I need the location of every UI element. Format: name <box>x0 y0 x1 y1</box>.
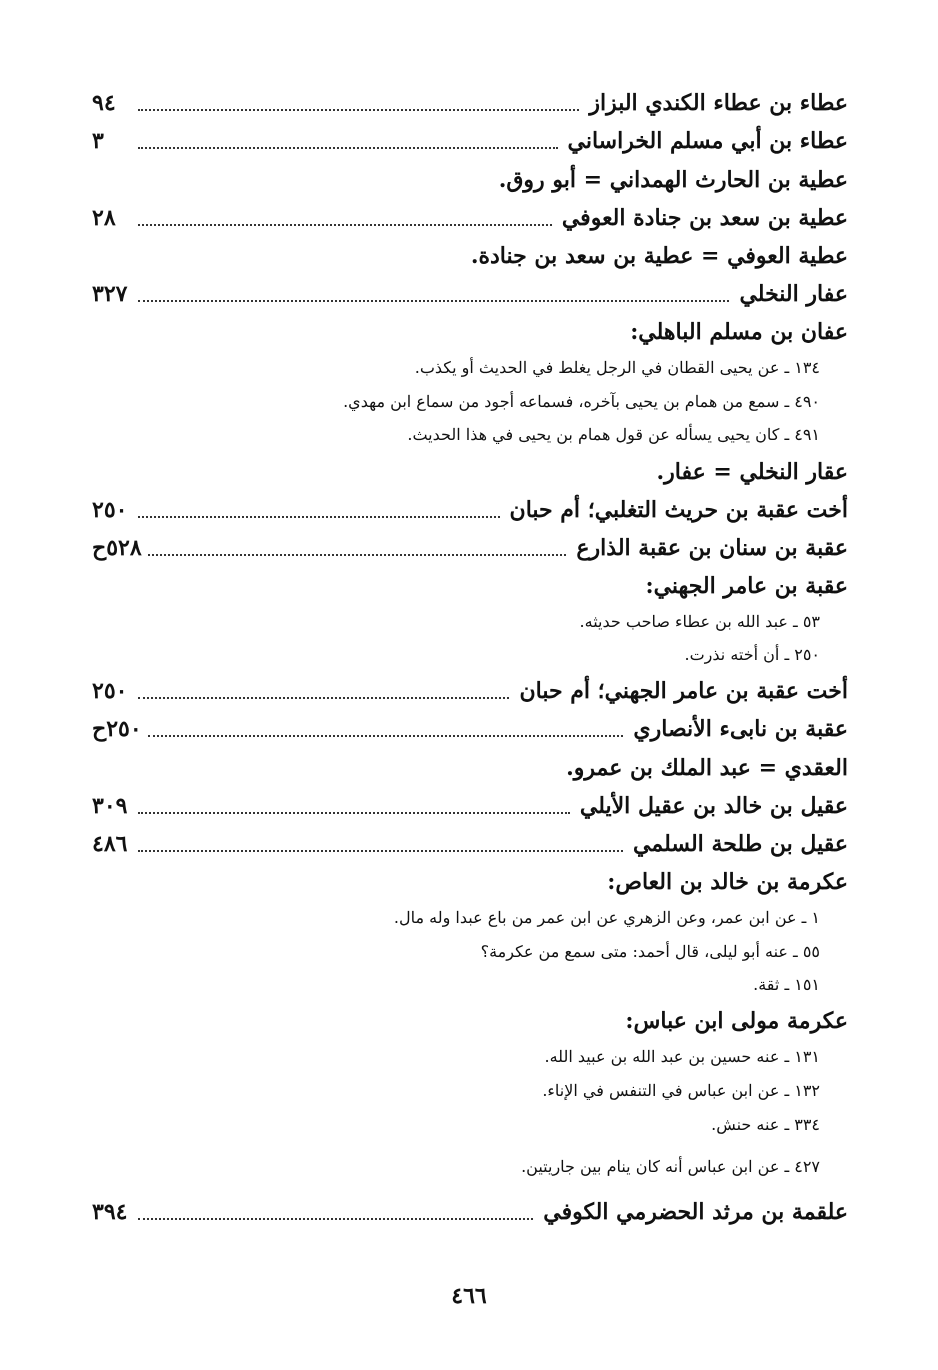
dot-leader <box>138 515 500 518</box>
entry-name: عفار النخلي <box>739 281 848 308</box>
entry-page-ref: ٢٥٠ <box>92 678 128 705</box>
sub-entry <box>92 639 848 672</box>
entry-name: العقدي = عبد الملك بن عمرو. <box>566 754 848 781</box>
page-number: ٤٦٦ <box>451 1283 487 1309</box>
entry-name: عقيل بن طلحة السلمي <box>633 831 848 857</box>
dot-leader <box>138 223 552 226</box>
index-entry <box>92 1192 848 1230</box>
sub-entry-text: ١٣١ ـ عنه حسين بن عبد الله بن عبيد الله. <box>544 1047 820 1067</box>
index-entry <box>92 863 848 901</box>
entry-page-ref: ٣٠٩ <box>92 792 128 819</box>
entry-name: عفان بن مسلم الباهلي: <box>630 319 848 346</box>
entry-page-ref: ٣٩٤ <box>92 1198 128 1225</box>
sub-entry <box>92 1074 848 1108</box>
sub-entry <box>92 901 848 935</box>
index-entry <box>92 787 848 825</box>
sub-entry-text: ٥٣ ـ عبد الله بن عطاء صاحب حديثه. <box>579 612 820 632</box>
dot-leader <box>138 108 579 111</box>
index-entry <box>92 710 848 748</box>
index-entry <box>92 452 848 490</box>
dot-leader <box>138 849 623 852</box>
sub-entry <box>92 419 848 452</box>
index-entry <box>92 825 848 863</box>
dot-leader <box>148 553 567 556</box>
index-entry <box>92 199 848 237</box>
entry-name: عقار النخلي = عفار. <box>656 458 848 485</box>
dot-leader <box>138 299 729 302</box>
index-entry <box>92 1002 848 1040</box>
entry-page-ref: ٢٨ <box>92 204 116 231</box>
sub-entry <box>92 351 848 385</box>
dot-leader <box>138 146 558 149</box>
index-entry <box>92 567 848 605</box>
sub-entry <box>92 605 848 639</box>
entry-name: عطية بن الحارث الهمداني = أبو روق. <box>498 166 848 193</box>
entry-name: علقمة بن مرثد الحضرمي الكوفي <box>543 1198 848 1225</box>
sub-entry <box>92 1040 848 1074</box>
index-entry <box>92 237 848 275</box>
entry-page-ref: ٤٨٦ <box>92 831 128 857</box>
sub-entry <box>92 385 848 419</box>
index-entry <box>92 313 848 351</box>
entry-name: عطية العوفي = عطية بن سعد بن جنادة. <box>470 242 848 269</box>
entry-name: عقيل بن خالد بن عقيل الأيلي <box>579 792 848 819</box>
entry-name: عقبة بن عامر الجهني: <box>645 573 848 600</box>
dot-leader <box>138 1217 533 1220</box>
sub-entry-text: ١٣٤ ـ عن يحيى القطان في الرجل يغلط في الحديث أو يكذب. <box>414 358 820 378</box>
index-entry <box>92 275 848 313</box>
sub-entry-text: ٥٥ ـ عنه أبو ليلى، قال أحمد: متى سمع من عكرمة؟ <box>480 942 820 962</box>
entry-name: عطاء بن أبي مسلم الخراساني <box>567 128 848 155</box>
sub-entry <box>92 1150 848 1184</box>
sub-entry-text: ٤٩٠ ـ سمع من همام بن يحيى بآخره، فسماعه أجود من سماع ابن مهدي. <box>343 392 820 412</box>
entry-page-ref: ٩٤ <box>92 90 116 117</box>
index-entries <box>92 84 848 1231</box>
dot-leader <box>148 734 624 737</box>
sub-entry-text: ١٥١ ـ ثقة. <box>753 975 820 995</box>
entry-page-ref: ٣٢٧ <box>92 281 128 308</box>
dot-leader <box>138 696 509 699</box>
entry-page-ref: ٢٥٠ <box>92 496 128 523</box>
index-entry <box>92 529 848 567</box>
entry-name: أخت عقبة بن حريث التغلبي؛ أم حبان <box>509 496 848 523</box>
sub-entry <box>92 1108 848 1142</box>
sub-entry-text: ٣٣٤ ـ عنه حنش. <box>711 1115 820 1135</box>
sub-entry-text: ٢٥٠ ـ أن أخته نذرت. <box>684 645 820 665</box>
index-entry <box>92 491 848 529</box>
entry-name: عقبة بن سنان بن عقبة الذارع <box>576 534 848 561</box>
sub-entry-text: ٤٢٧ ـ عن ابن عباس أنه كان ينام بين جاريتين. <box>521 1157 820 1177</box>
index-entry <box>92 672 848 710</box>
index-entry <box>92 748 848 786</box>
entry-name: عكرمة بن خالد بن العاص: <box>607 869 848 896</box>
index-entry <box>92 160 848 198</box>
index-entry <box>92 122 848 160</box>
entry-page-ref: ٢٥٠ح <box>92 716 142 743</box>
dot-leader <box>138 811 570 814</box>
index-entry <box>92 84 848 122</box>
sub-entry-text: ١ ـ عن ابن عمر، وعن الزهري عن ابن عمر من باع عبدا وله مال. <box>393 908 820 928</box>
entry-page-ref: ٥٢٨ح <box>92 534 142 561</box>
sub-entry <box>92 935 848 969</box>
entry-name: عقبة بن نابىء الأنصاري <box>633 716 848 743</box>
entry-page-ref: ٣ <box>92 128 104 155</box>
entry-name: عكرمة مولى ابن عباس: <box>625 1008 848 1035</box>
sub-entry-text: ٤٩١ ـ كان يحيى يسأله عن قول همام بن يحيى في هذا الحديث. <box>407 425 820 445</box>
entry-name: عطاء بن عطاء الكندي البزاز <box>589 90 848 117</box>
entry-name: أخت عقبة بن عامر الجهني؛ أم حبان <box>519 678 848 705</box>
sub-entry <box>92 969 848 1002</box>
entry-name: عطية بن سعد بن جنادة العوفي <box>561 204 848 231</box>
sub-entry-text: ١٣٢ ـ عن ابن عباس في التنفس في الإناء. <box>542 1081 820 1101</box>
